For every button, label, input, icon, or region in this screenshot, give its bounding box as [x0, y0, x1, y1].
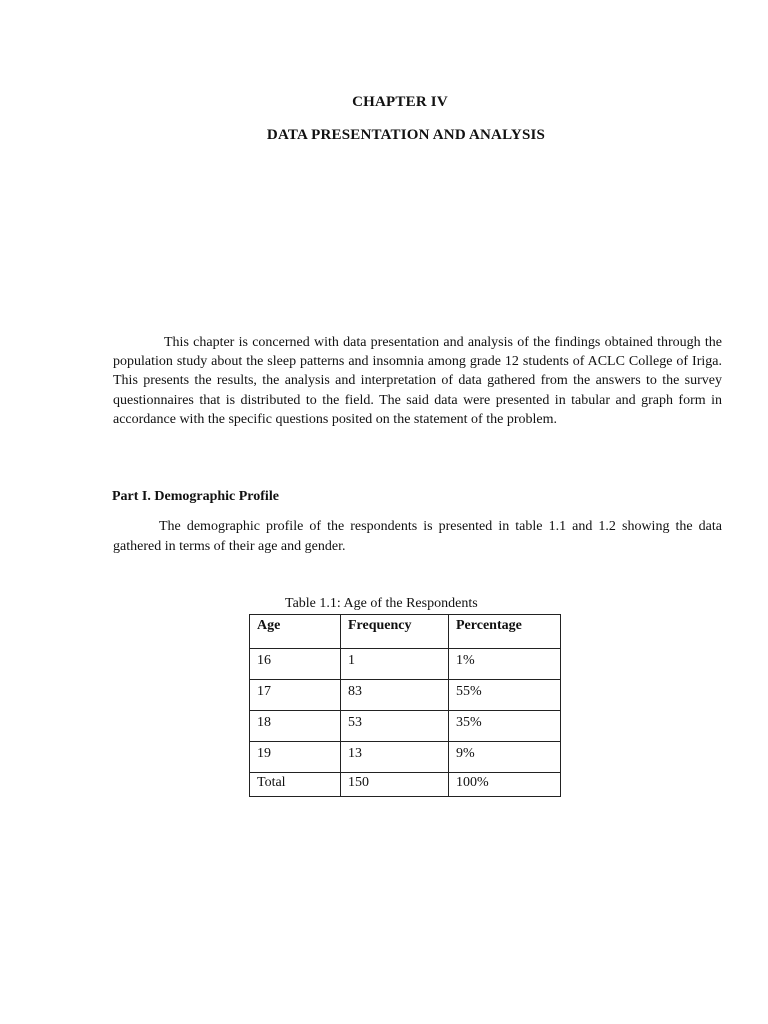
header-percentage: Percentage — [449, 615, 561, 649]
table-row — [250, 649, 561, 680]
table-row — [250, 742, 561, 773]
cell-age: 17 — [250, 680, 341, 711]
cell-frequency: 53 — [341, 711, 449, 742]
table-total-row — [250, 773, 561, 797]
chapter-number: CHAPTER IV — [352, 94, 448, 110]
header-frequency: Frequency — [341, 615, 449, 649]
table-row — [250, 711, 561, 742]
table-row — [250, 680, 561, 711]
cell-age: Total — [250, 773, 341, 797]
cell-frequency: 83 — [341, 680, 449, 711]
age-table — [249, 614, 561, 797]
demographic-paragraph: The demographic profile of the respondents is presented in table 1.1 and 1.2 showing the data gathered in terms of their age and gender. — [113, 519, 722, 554]
header-age: Age — [250, 615, 341, 649]
cell-percentage: 1% — [449, 649, 561, 680]
intro-paragraph: This chapter is concerned with data presentation and analysis of the findings obtained through the population study about the sleep patterns and insomnia among grade 12 students of ACLC College of Iriga. This presents the results, the analysis and interpretation of data gathered from the answers to the survey questionnaires that is distributed to the field. The said data were presented in tabular and graph form in accordance with the specific questions posited on the statement of the problem. — [113, 335, 722, 427]
chapter-title: DATA PRESENTATION AND ANALYSIS — [266, 127, 546, 143]
cell-percentage: 55% — [449, 680, 561, 711]
cell-percentage: 100% — [449, 773, 561, 797]
cell-percentage: 35% — [449, 711, 561, 742]
section-heading-part1: Part I. Demographic Profile — [112, 489, 279, 504]
cell-age: 18 — [250, 711, 341, 742]
cell-percentage: 9% — [449, 742, 561, 773]
table-caption: Table 1.1: Age of the Respondents — [285, 596, 478, 611]
cell-frequency: 150 — [341, 773, 449, 797]
cell-frequency: 1 — [341, 649, 449, 680]
cell-age: 19 — [250, 742, 341, 773]
cell-frequency: 13 — [341, 742, 449, 773]
cell-age: 16 — [250, 649, 341, 680]
table-header-row — [250, 615, 561, 649]
